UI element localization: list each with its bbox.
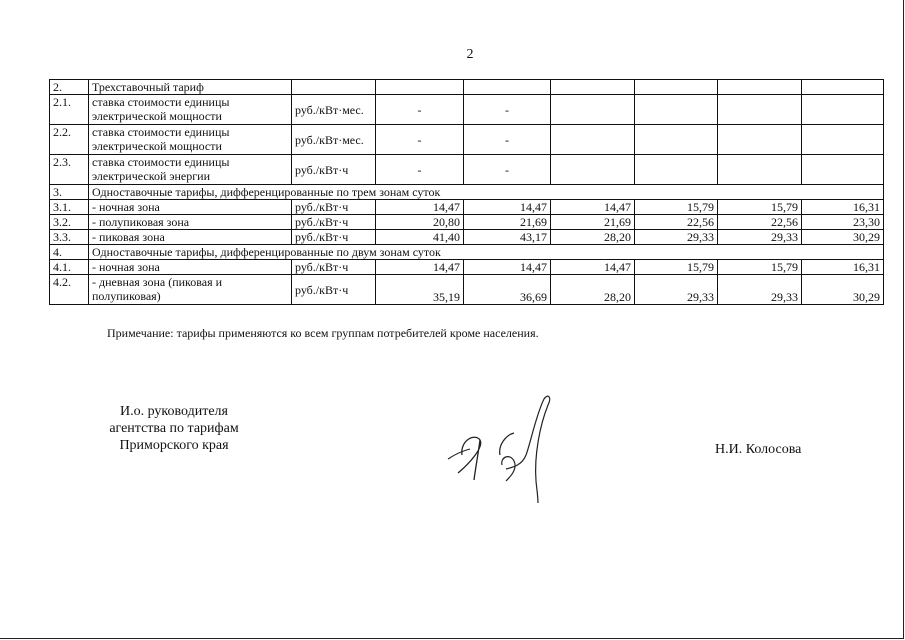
table-row — [50, 260, 884, 275]
unit-cell: руб./кВт·ч — [292, 215, 376, 230]
value-cell — [718, 125, 802, 155]
value-cell — [718, 95, 802, 125]
table-row — [50, 245, 884, 260]
row-number-cell: 3. — [50, 185, 89, 200]
value-cell: 30,29 — [802, 230, 884, 245]
value-cell: 16,31 — [802, 260, 884, 275]
value-cell: 14,47 — [551, 260, 635, 275]
row-label-cell: ставка стоимости единицы электрической мощности — [89, 95, 292, 125]
table-row — [50, 200, 884, 215]
value-cell: - — [464, 125, 551, 155]
row-label-cell: - ночная зона — [89, 200, 292, 215]
value-cell — [718, 155, 802, 185]
value-cell: 15,79 — [635, 200, 718, 215]
value-cell: 14,47 — [464, 200, 551, 215]
value-cell: 36,69 — [464, 275, 551, 305]
value-cell: 14,47 — [376, 260, 464, 275]
value-cell — [802, 95, 884, 125]
row-number-cell: 3.2. — [50, 215, 89, 230]
section-heading-cell: Одноставочные тарифы, дифференцированные по двум зонам суток — [89, 245, 884, 260]
value-cell: - — [376, 155, 464, 185]
page-number: 2 — [466, 47, 474, 62]
value-cell: 29,33 — [635, 275, 718, 305]
row-label-cell: - полупиковая зона — [89, 215, 292, 230]
section-heading-cell: Одноставочные тарифы, дифференцированные по трем зонам суток — [89, 185, 884, 200]
row-label-cell: ставка стоимости единицы электрической энергии — [89, 155, 292, 185]
empty-cell — [551, 80, 635, 95]
value-cell: 14,47 — [376, 200, 464, 215]
table-row — [50, 80, 884, 95]
unit-cell: руб./кВт·ч — [292, 260, 376, 275]
row-number-cell: 4. — [50, 245, 89, 260]
value-cell — [551, 155, 635, 185]
value-cell — [635, 155, 718, 185]
unit-cell: руб./кВт·мес. — [292, 125, 376, 155]
table-row — [50, 125, 884, 155]
signer-title-line: агентства по тарифам — [109, 421, 239, 436]
table-row — [50, 185, 884, 200]
value-cell: 16,31 — [802, 200, 884, 215]
handwritten-signature — [440, 385, 560, 505]
signer-name: Н.И. Колосова — [715, 442, 802, 457]
value-cell: - — [464, 95, 551, 125]
value-cell: 21,69 — [551, 215, 635, 230]
value-cell: 20,80 — [376, 215, 464, 230]
value-cell: - — [376, 95, 464, 125]
unit-cell: руб./кВт·ч — [292, 275, 376, 305]
row-number-cell: 4.2. — [50, 275, 89, 305]
value-cell: 23,30 — [802, 215, 884, 230]
tariff-table — [49, 79, 884, 305]
value-cell: 41,40 — [376, 230, 464, 245]
tariff-table-body — [50, 80, 884, 305]
value-cell — [551, 125, 635, 155]
value-cell: 35,19 — [376, 275, 464, 305]
table-row — [50, 215, 884, 230]
row-number-cell: 4.1. — [50, 260, 89, 275]
table-row — [50, 275, 884, 305]
value-cell: - — [376, 125, 464, 155]
value-cell: 28,20 — [551, 230, 635, 245]
value-cell — [802, 155, 884, 185]
value-cell: 29,33 — [718, 275, 802, 305]
table-row — [50, 95, 884, 125]
value-cell: 15,79 — [718, 200, 802, 215]
value-cell: 15,79 — [635, 260, 718, 275]
unit-cell: руб./кВт·ч — [292, 155, 376, 185]
empty-cell — [464, 80, 551, 95]
unit-cell: руб./кВт·мес. — [292, 95, 376, 125]
value-cell — [635, 95, 718, 125]
signer-title — [84, 403, 264, 454]
value-cell: 29,33 — [635, 230, 718, 245]
row-number-cell: 2.3. — [50, 155, 89, 185]
unit-cell: руб./кВт·ч — [292, 200, 376, 215]
value-cell — [551, 95, 635, 125]
empty-cell — [802, 80, 884, 95]
value-cell: 28,20 — [551, 275, 635, 305]
value-cell: 21,69 — [464, 215, 551, 230]
value-cell: 22,56 — [635, 215, 718, 230]
row-label-cell: - пиковая зона — [89, 230, 292, 245]
value-cell: 22,56 — [718, 215, 802, 230]
row-number-cell: 3.3. — [50, 230, 89, 245]
row-label-cell: Трехставочный тариф — [89, 80, 292, 95]
empty-cell — [376, 80, 464, 95]
row-number-cell: 2.2. — [50, 125, 89, 155]
row-number-cell: 2. — [50, 80, 89, 95]
table-note: Примечание: тарифы применяются ко всем группам потребителей кроме населения. — [107, 326, 539, 340]
value-cell: 30,29 — [802, 275, 884, 305]
value-cell: 14,47 — [551, 200, 635, 215]
value-cell — [802, 125, 884, 155]
empty-cell — [292, 80, 376, 95]
row-label-cell: - дневная зона (пиковая и полупиковая) — [89, 275, 292, 305]
value-cell — [635, 125, 718, 155]
value-cell: 29,33 — [718, 230, 802, 245]
empty-cell — [718, 80, 802, 95]
empty-cell — [635, 80, 718, 95]
unit-cell: руб./кВт·ч — [292, 230, 376, 245]
value-cell: 43,17 — [464, 230, 551, 245]
signer-title-line: Приморского края — [119, 438, 229, 453]
row-label-cell: ставка стоимости единицы электрической мощности — [89, 125, 292, 155]
value-cell: 14,47 — [464, 260, 551, 275]
table-row — [50, 155, 884, 185]
row-number-cell: 3.1. — [50, 200, 89, 215]
value-cell: 15,79 — [718, 260, 802, 275]
row-number-cell: 2.1. — [50, 95, 89, 125]
signer-title-line: И.о. руководителя — [119, 404, 228, 419]
value-cell: - — [464, 155, 551, 185]
table-row — [50, 230, 884, 245]
row-label-cell: - ночная зона — [89, 260, 292, 275]
